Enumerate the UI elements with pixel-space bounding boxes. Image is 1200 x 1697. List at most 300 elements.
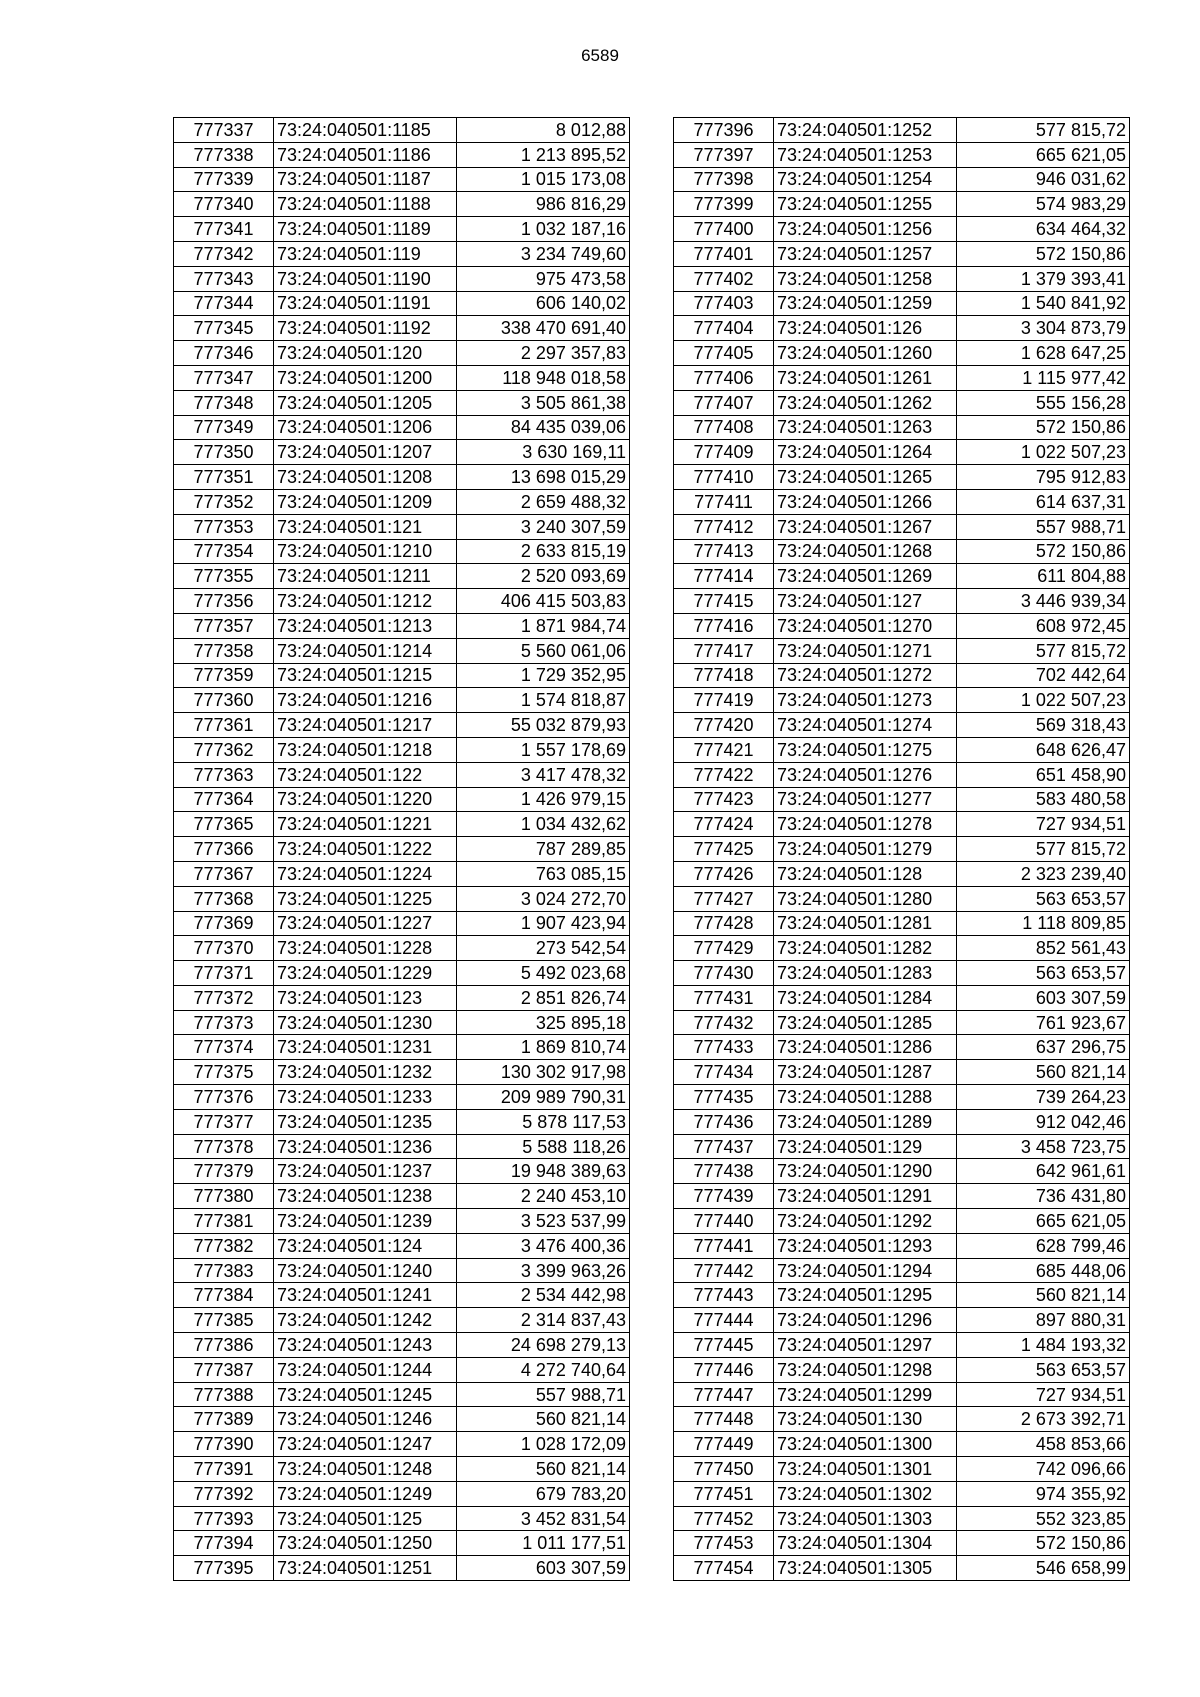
cadastral-number-cell: 73:24:040501:1263 — [774, 415, 957, 440]
value-cell: 1 213 895,52 — [457, 142, 630, 167]
record-number-cell: 777384 — [174, 1283, 274, 1308]
value-cell: 5 878 117,53 — [457, 1109, 630, 1134]
table-row — [674, 539, 1130, 564]
record-number-cell: 777444 — [674, 1308, 774, 1333]
value-cell: 897 880,31 — [957, 1308, 1130, 1333]
cadastral-number-cell: 73:24:040501:1298 — [774, 1357, 957, 1382]
value-cell: 611 804,88 — [957, 564, 1130, 589]
table-row — [674, 1432, 1130, 1457]
table-row — [674, 365, 1130, 390]
cadastral-number-cell: 73:24:040501:1228 — [274, 936, 457, 961]
cadastral-number-cell: 73:24:040501:1215 — [274, 663, 457, 688]
table-row — [174, 1531, 630, 1556]
value-cell: 608 972,45 — [957, 613, 1130, 638]
table-row — [674, 961, 1130, 986]
value-cell: 1 426 979,15 — [457, 787, 630, 812]
record-number-cell: 777452 — [674, 1506, 774, 1531]
cadastral-number-cell: 73:24:040501:127 — [774, 589, 957, 614]
value-cell: 974 355,92 — [957, 1481, 1130, 1506]
table-row — [174, 291, 630, 316]
record-number-cell: 777351 — [174, 465, 274, 490]
table-row — [674, 118, 1130, 143]
value-cell: 852 561,43 — [957, 936, 1130, 961]
cadastral-number-cell: 73:24:040501:1301 — [774, 1457, 957, 1482]
table-row — [174, 217, 630, 242]
cadastral-number-cell: 73:24:040501:1297 — [774, 1333, 957, 1358]
table-row — [674, 1209, 1130, 1234]
cadastral-number-cell: 73:24:040501:1247 — [274, 1432, 457, 1457]
table-row — [174, 1357, 630, 1382]
cadastral-number-cell: 73:24:040501:1290 — [774, 1159, 957, 1184]
record-number-cell: 777380 — [174, 1184, 274, 1209]
record-number-cell: 777346 — [174, 341, 274, 366]
cadastral-number-cell: 73:24:040501:1266 — [774, 489, 957, 514]
table-row — [174, 390, 630, 415]
table-row — [674, 1407, 1130, 1432]
right-table-body — [674, 118, 1130, 1581]
table-row — [674, 1035, 1130, 1060]
cadastral-number-cell: 73:24:040501:1233 — [274, 1085, 457, 1110]
table-row — [174, 316, 630, 341]
table-row — [174, 638, 630, 663]
value-cell: 1 574 818,87 — [457, 688, 630, 713]
value-cell: 1 557 178,69 — [457, 737, 630, 762]
record-number-cell: 777414 — [674, 564, 774, 589]
value-cell: 1 022 507,23 — [957, 688, 1130, 713]
value-cell: 912 042,46 — [957, 1109, 1130, 1134]
value-cell: 2 659 488,32 — [457, 489, 630, 514]
cadastral-number-cell: 73:24:040501:1221 — [274, 812, 457, 837]
cadastral-number-cell: 73:24:040501:1294 — [774, 1258, 957, 1283]
cadastral-number-cell: 73:24:040501:1252 — [774, 118, 957, 143]
cadastral-number-cell: 73:24:040501:1211 — [274, 564, 457, 589]
table-row — [174, 861, 630, 886]
value-cell: 560 821,14 — [957, 1060, 1130, 1085]
value-cell: 557 988,71 — [957, 514, 1130, 539]
record-number-cell: 777352 — [174, 489, 274, 514]
cadastral-number-cell: 73:24:040501:1289 — [774, 1109, 957, 1134]
value-cell: 572 150,86 — [957, 1531, 1130, 1556]
table-row — [674, 787, 1130, 812]
record-number-cell: 777367 — [174, 861, 274, 886]
cadastral-number-cell: 73:24:040501:1230 — [274, 1010, 457, 1035]
value-cell: 606 140,02 — [457, 291, 630, 316]
record-number-cell: 777365 — [174, 812, 274, 837]
record-number-cell: 777363 — [174, 762, 274, 787]
cadastral-number-cell: 73:24:040501:1227 — [274, 911, 457, 936]
value-cell: 572 150,86 — [957, 241, 1130, 266]
cadastral-number-cell: 73:24:040501:1217 — [274, 713, 457, 738]
record-number-cell: 777434 — [674, 1060, 774, 1085]
record-number-cell: 777401 — [674, 241, 774, 266]
record-number-cell: 777408 — [674, 415, 774, 440]
cadastral-number-cell: 73:24:040501:1242 — [274, 1308, 457, 1333]
value-cell: 603 307,59 — [457, 1556, 630, 1581]
value-cell: 552 323,85 — [957, 1506, 1130, 1531]
cadastral-number-cell: 73:24:040501:1302 — [774, 1481, 957, 1506]
record-number-cell: 777353 — [174, 514, 274, 539]
cadastral-number-cell: 73:24:040501:1270 — [774, 613, 957, 638]
cadastral-number-cell: 73:24:040501:1254 — [774, 167, 957, 192]
cadastral-number-cell: 73:24:040501:1255 — [774, 192, 957, 217]
table-row — [174, 514, 630, 539]
record-number-cell: 777409 — [674, 440, 774, 465]
cadastral-number-cell: 73:24:040501:1210 — [274, 539, 457, 564]
value-cell: 577 815,72 — [957, 837, 1130, 862]
value-cell: 560 821,14 — [957, 1283, 1130, 1308]
cadastral-number-cell: 73:24:040501:1243 — [274, 1333, 457, 1358]
table-row — [674, 688, 1130, 713]
value-cell: 614 637,31 — [957, 489, 1130, 514]
record-number-cell: 777432 — [674, 1010, 774, 1035]
cadastral-number-cell: 73:24:040501:1296 — [774, 1308, 957, 1333]
value-cell: 118 948 018,58 — [457, 365, 630, 390]
value-cell: 1 729 352,95 — [457, 663, 630, 688]
record-number-cell: 777395 — [174, 1556, 274, 1581]
value-cell: 739 264,23 — [957, 1085, 1130, 1110]
table-row — [674, 911, 1130, 936]
record-number-cell: 777427 — [674, 886, 774, 911]
cadastral-number-cell: 73:24:040501:1246 — [274, 1407, 457, 1432]
value-cell: 1 015 173,08 — [457, 167, 630, 192]
cadastral-number-cell: 73:24:040501:1191 — [274, 291, 457, 316]
value-cell: 2 851 826,74 — [457, 985, 630, 1010]
record-number-cell: 777400 — [674, 217, 774, 242]
value-cell: 325 895,18 — [457, 1010, 630, 1035]
record-number-cell: 777343 — [174, 266, 274, 291]
value-cell: 727 934,51 — [957, 1382, 1130, 1407]
record-number-cell: 777359 — [174, 663, 274, 688]
cadastral-number-cell: 73:24:040501:1239 — [274, 1209, 457, 1234]
table-row — [174, 539, 630, 564]
cadastral-number-cell: 73:24:040501:1295 — [774, 1283, 957, 1308]
value-cell: 24 698 279,13 — [457, 1333, 630, 1358]
record-number-cell: 777369 — [174, 911, 274, 936]
table-row — [674, 1085, 1130, 1110]
cadastral-number-cell: 73:24:040501:1257 — [774, 241, 957, 266]
record-number-cell: 777373 — [174, 1010, 274, 1035]
record-number-cell: 777357 — [174, 613, 274, 638]
value-cell: 761 923,67 — [957, 1010, 1130, 1035]
value-cell: 574 983,29 — [957, 192, 1130, 217]
record-number-cell: 777433 — [674, 1035, 774, 1060]
cadastral-number-cell: 73:24:040501:1299 — [774, 1382, 957, 1407]
value-cell: 2 240 453,10 — [457, 1184, 630, 1209]
cadastral-number-cell: 73:24:040501:1189 — [274, 217, 457, 242]
table-row — [674, 837, 1130, 862]
value-cell: 702 442,64 — [957, 663, 1130, 688]
cadastral-number-cell: 73:24:040501:1278 — [774, 812, 957, 837]
record-number-cell: 777442 — [674, 1258, 774, 1283]
value-cell: 577 815,72 — [957, 118, 1130, 143]
cadastral-number-cell: 73:24:040501:1293 — [774, 1233, 957, 1258]
record-number-cell: 777440 — [674, 1209, 774, 1234]
value-cell: 338 470 691,40 — [457, 316, 630, 341]
table-row — [174, 1556, 630, 1581]
cadastral-number-cell: 73:24:040501:125 — [274, 1506, 457, 1531]
cadastral-number-cell: 73:24:040501:1256 — [774, 217, 957, 242]
table-row — [174, 1506, 630, 1531]
record-number-cell: 777389 — [174, 1407, 274, 1432]
table-row — [674, 291, 1130, 316]
value-cell: 2 520 093,69 — [457, 564, 630, 589]
table-row — [174, 1060, 630, 1085]
value-cell: 1 118 809,85 — [957, 911, 1130, 936]
record-number-cell: 777342 — [174, 241, 274, 266]
record-number-cell: 777366 — [174, 837, 274, 862]
table-row — [674, 1333, 1130, 1358]
table-row — [174, 936, 630, 961]
record-number-cell: 777381 — [174, 1209, 274, 1234]
cadastral-number-cell: 73:24:040501:1279 — [774, 837, 957, 862]
cadastral-number-cell: 73:24:040501:1305 — [774, 1556, 957, 1581]
record-number-cell: 777448 — [674, 1407, 774, 1432]
table-row — [174, 1407, 630, 1432]
record-number-cell: 777387 — [174, 1357, 274, 1382]
cadastral-number-cell: 73:24:040501:1212 — [274, 589, 457, 614]
record-number-cell: 777360 — [174, 688, 274, 713]
record-number-cell: 777439 — [674, 1184, 774, 1209]
table-row — [674, 762, 1130, 787]
record-number-cell: 777399 — [674, 192, 774, 217]
record-number-cell: 777347 — [174, 365, 274, 390]
table-row — [174, 192, 630, 217]
value-cell: 8 012,88 — [457, 118, 630, 143]
cadastral-number-cell: 73:24:040501:1269 — [774, 564, 957, 589]
cadastral-number-cell: 73:24:040501:1272 — [774, 663, 957, 688]
cadastral-number-cell: 73:24:040501:1241 — [274, 1283, 457, 1308]
value-cell: 986 816,29 — [457, 192, 630, 217]
record-number-cell: 777356 — [174, 589, 274, 614]
value-cell: 1 022 507,23 — [957, 440, 1130, 465]
table-row — [674, 1233, 1130, 1258]
record-number-cell: 777402 — [674, 266, 774, 291]
table-row — [174, 489, 630, 514]
table-row — [174, 1035, 630, 1060]
cadastral-number-cell: 73:24:040501:1267 — [774, 514, 957, 539]
table-row — [174, 613, 630, 638]
record-number-cell: 777407 — [674, 390, 774, 415]
record-number-cell: 777404 — [674, 316, 774, 341]
cadastral-number-cell: 73:24:040501:1192 — [274, 316, 457, 341]
record-number-cell: 777383 — [174, 1258, 274, 1283]
record-number-cell: 777370 — [174, 936, 274, 961]
table-row — [674, 1060, 1130, 1085]
cadastral-number-cell: 73:24:040501:128 — [774, 861, 957, 886]
value-cell: 1 484 193,32 — [957, 1333, 1130, 1358]
value-cell: 1 540 841,92 — [957, 291, 1130, 316]
record-number-cell: 777431 — [674, 985, 774, 1010]
cadastral-number-cell: 73:24:040501:1229 — [274, 961, 457, 986]
record-number-cell: 777438 — [674, 1159, 774, 1184]
record-number-cell: 777421 — [674, 737, 774, 762]
cadastral-number-cell: 73:24:040501:1275 — [774, 737, 957, 762]
record-number-cell: 777451 — [674, 1481, 774, 1506]
table-row — [174, 465, 630, 490]
value-cell: 209 989 790,31 — [457, 1085, 630, 1110]
value-cell: 1 907 423,94 — [457, 911, 630, 936]
value-cell: 3 505 861,38 — [457, 390, 630, 415]
table-row — [174, 911, 630, 936]
record-number-cell: 777436 — [674, 1109, 774, 1134]
left-table — [173, 117, 630, 1581]
record-number-cell: 777350 — [174, 440, 274, 465]
value-cell: 55 032 879,93 — [457, 713, 630, 738]
value-cell: 557 988,71 — [457, 1382, 630, 1407]
cadastral-number-cell: 73:24:040501:1224 — [274, 861, 457, 886]
cadastral-number-cell: 73:24:040501:1238 — [274, 1184, 457, 1209]
table-row — [174, 118, 630, 143]
table-row — [174, 713, 630, 738]
value-cell: 572 150,86 — [957, 539, 1130, 564]
record-number-cell: 777337 — [174, 118, 274, 143]
record-number-cell: 777386 — [174, 1333, 274, 1358]
value-cell: 642 961,61 — [957, 1159, 1130, 1184]
record-number-cell: 777411 — [674, 489, 774, 514]
value-cell: 84 435 039,06 — [457, 415, 630, 440]
record-number-cell: 777426 — [674, 861, 774, 886]
table-row — [174, 1085, 630, 1110]
table-row — [674, 1357, 1130, 1382]
record-number-cell: 777423 — [674, 787, 774, 812]
record-number-cell: 777344 — [174, 291, 274, 316]
record-number-cell: 777418 — [674, 663, 774, 688]
table-row — [674, 861, 1130, 886]
value-cell: 1 028 172,09 — [457, 1432, 630, 1457]
record-number-cell: 777378 — [174, 1134, 274, 1159]
record-number-cell: 777420 — [674, 713, 774, 738]
table-row — [674, 390, 1130, 415]
value-cell: 2 323 239,40 — [957, 861, 1130, 886]
value-cell: 1 869 810,74 — [457, 1035, 630, 1060]
record-number-cell: 777410 — [674, 465, 774, 490]
value-cell: 665 621,05 — [957, 142, 1130, 167]
table-row — [674, 1308, 1130, 1333]
table-row — [174, 737, 630, 762]
cadastral-number-cell: 73:24:040501:122 — [274, 762, 457, 787]
record-number-cell: 777374 — [174, 1035, 274, 1060]
table-row — [174, 1457, 630, 1482]
table-row — [674, 985, 1130, 1010]
value-cell: 975 473,58 — [457, 266, 630, 291]
record-number-cell: 777449 — [674, 1432, 774, 1457]
table-row — [174, 1134, 630, 1159]
cadastral-number-cell: 73:24:040501:1249 — [274, 1481, 457, 1506]
value-cell: 555 156,28 — [957, 390, 1130, 415]
table-row — [174, 365, 630, 390]
cadastral-number-cell: 73:24:040501:1262 — [774, 390, 957, 415]
left-table-body — [174, 118, 630, 1581]
record-number-cell: 777435 — [674, 1085, 774, 1110]
record-number-cell: 777405 — [674, 341, 774, 366]
record-number-cell: 777372 — [174, 985, 274, 1010]
table-row — [174, 1308, 630, 1333]
table-row — [674, 167, 1130, 192]
cadastral-number-cell: 73:24:040501:1276 — [774, 762, 957, 787]
value-cell: 560 821,14 — [457, 1407, 630, 1432]
value-cell: 795 912,83 — [957, 465, 1130, 490]
table-row — [674, 1283, 1130, 1308]
value-cell: 742 096,66 — [957, 1457, 1130, 1482]
value-cell: 572 150,86 — [957, 415, 1130, 440]
table-row — [174, 886, 630, 911]
value-cell: 603 307,59 — [957, 985, 1130, 1010]
cadastral-number-cell: 73:24:040501:1185 — [274, 118, 457, 143]
cadastral-number-cell: 73:24:040501:1236 — [274, 1134, 457, 1159]
cadastral-number-cell: 73:24:040501:1271 — [774, 638, 957, 663]
table-row — [174, 1233, 630, 1258]
cadastral-number-cell: 73:24:040501:1206 — [274, 415, 457, 440]
value-cell: 763 085,15 — [457, 861, 630, 886]
value-cell: 19 948 389,63 — [457, 1159, 630, 1184]
table-row — [674, 1010, 1130, 1035]
table-row — [674, 465, 1130, 490]
value-cell: 5 492 023,68 — [457, 961, 630, 986]
record-number-cell: 777385 — [174, 1308, 274, 1333]
record-number-cell: 777416 — [674, 613, 774, 638]
record-number-cell: 777341 — [174, 217, 274, 242]
value-cell: 5 588 118,26 — [457, 1134, 630, 1159]
record-number-cell: 777425 — [674, 837, 774, 862]
value-cell: 3 417 478,32 — [457, 762, 630, 787]
cadastral-number-cell: 73:24:040501:1222 — [274, 837, 457, 862]
cadastral-number-cell: 73:24:040501:1207 — [274, 440, 457, 465]
record-number-cell: 777428 — [674, 911, 774, 936]
record-number-cell: 777377 — [174, 1109, 274, 1134]
table-row — [174, 762, 630, 787]
cadastral-number-cell: 73:24:040501:1282 — [774, 936, 957, 961]
record-number-cell: 777382 — [174, 1233, 274, 1258]
record-number-cell: 777413 — [674, 539, 774, 564]
cadastral-number-cell: 73:24:040501:1284 — [774, 985, 957, 1010]
table-row — [674, 1506, 1130, 1531]
record-number-cell: 777445 — [674, 1333, 774, 1358]
table-row — [674, 316, 1130, 341]
value-cell: 563 653,57 — [957, 886, 1130, 911]
record-number-cell: 777454 — [674, 1556, 774, 1581]
table-row — [674, 1382, 1130, 1407]
cadastral-number-cell: 73:24:040501:124 — [274, 1233, 457, 1258]
cadastral-number-cell: 73:24:040501:1250 — [274, 1531, 457, 1556]
value-cell: 3 234 749,60 — [457, 241, 630, 266]
record-number-cell: 777361 — [174, 713, 274, 738]
table-row — [174, 1184, 630, 1209]
record-number-cell: 777364 — [174, 787, 274, 812]
cadastral-number-cell: 73:24:040501:1288 — [774, 1085, 957, 1110]
value-cell: 3 476 400,36 — [457, 1233, 630, 1258]
table-row — [674, 489, 1130, 514]
table-row — [174, 1432, 630, 1457]
record-number-cell: 777368 — [174, 886, 274, 911]
record-number-cell: 777354 — [174, 539, 274, 564]
value-cell: 679 783,20 — [457, 1481, 630, 1506]
record-number-cell: 777348 — [174, 390, 274, 415]
cadastral-number-cell: 73:24:040501:1209 — [274, 489, 457, 514]
value-cell: 1 034 432,62 — [457, 812, 630, 837]
record-number-cell: 777430 — [674, 961, 774, 986]
record-number-cell: 777375 — [174, 1060, 274, 1085]
table-row — [674, 1556, 1130, 1581]
cadastral-number-cell: 73:24:040501:1268 — [774, 539, 957, 564]
value-cell: 634 464,32 — [957, 217, 1130, 242]
value-cell: 2 534 442,98 — [457, 1283, 630, 1308]
record-number-cell: 777396 — [674, 118, 774, 143]
record-number-cell: 777443 — [674, 1283, 774, 1308]
record-number-cell: 777422 — [674, 762, 774, 787]
table-row — [674, 241, 1130, 266]
value-cell: 3 458 723,75 — [957, 1134, 1130, 1159]
record-number-cell: 777391 — [174, 1457, 274, 1482]
